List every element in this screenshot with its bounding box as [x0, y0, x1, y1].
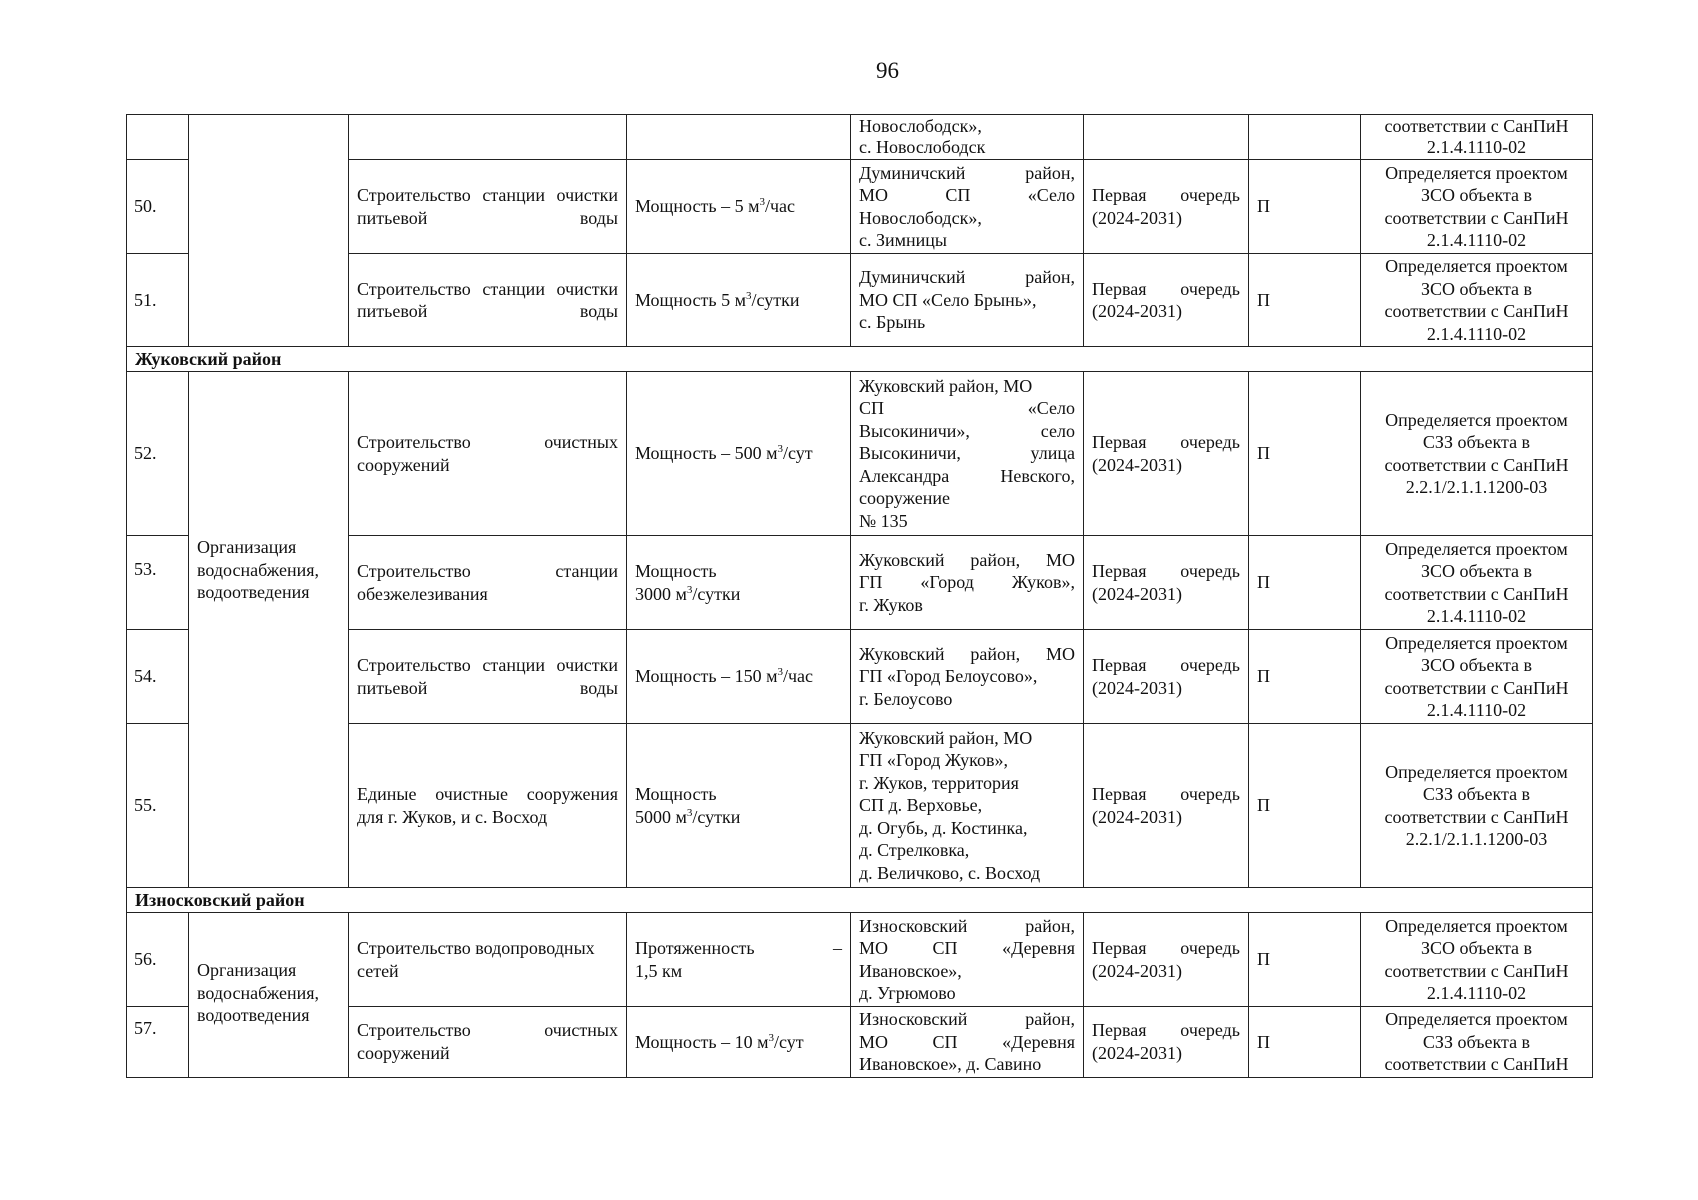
cell-stage: Первая очередь (2024-2031)	[1084, 913, 1249, 1007]
cell-num: 51.	[127, 254, 189, 347]
group-label-line: Организация	[197, 960, 297, 980]
location-line: МО СП «Деревня	[859, 1031, 1075, 1052]
group-label-line: водоснабжения,	[197, 559, 320, 580]
cell-result	[1361, 115, 1593, 160]
result-line: 2.1.4.1110-02	[1426, 230, 1527, 250]
cell-stage: Первая очередь (2024-2031)	[1084, 536, 1249, 630]
location-line: д. Угрюмово	[859, 983, 956, 1003]
cell-location	[851, 536, 1084, 630]
section-title: Износковский район	[127, 888, 1593, 913]
superscript: 3	[745, 289, 752, 302]
param-text: Мощность – 5 м	[635, 196, 760, 217]
location-line: Высокиничи, улица	[859, 443, 1075, 464]
location-line: Ивановское», д. Савино	[859, 1054, 1042, 1074]
cell-location	[851, 913, 1084, 1007]
result-line: ЗСО объекта в	[1420, 655, 1533, 675]
location-line: Жуковский район, МО	[859, 549, 1075, 570]
cell-param	[627, 1007, 851, 1078]
result-line: соответствии с СанПиН	[1384, 116, 1569, 136]
location-line: Ивановское»,	[859, 960, 962, 981]
cell-result	[1361, 160, 1593, 254]
cell-stage	[1084, 115, 1249, 160]
param-unit: /час	[782, 666, 813, 687]
param-text: Мощность 5 м	[635, 289, 746, 310]
location-line: с. Зимницы	[859, 230, 948, 250]
location-line: д. Величково, с. Восход	[859, 862, 1041, 883]
result-line: Определяется проектом	[1385, 409, 1568, 430]
cell-name	[349, 115, 627, 160]
location-line: СП «Село	[859, 398, 1075, 419]
result-line: Определяется проектом	[1385, 761, 1568, 782]
cell-result	[1361, 913, 1593, 1007]
location-line: Александра Невского,	[859, 465, 1075, 486]
section-row	[127, 888, 1593, 913]
location-line: г. Жуков, территория	[859, 772, 1019, 793]
param-value: 3000 м	[635, 583, 687, 604]
section-title: Жуковский район	[127, 347, 1593, 372]
cell-location	[851, 254, 1084, 347]
cell-type: П	[1249, 372, 1361, 536]
result-line: соответствии с СанПиН	[1384, 583, 1569, 604]
location-line: ГП «Город Жуков»,	[859, 572, 1075, 593]
param-unit: /сутки	[751, 289, 800, 310]
cell-param	[627, 724, 851, 888]
location-line: Думиничский район,	[859, 267, 1075, 288]
cell-param	[627, 913, 851, 1007]
result-line: 2.1.4.1110-02	[1426, 700, 1527, 720]
result-line: СЗЗ объекта в	[1422, 1031, 1531, 1052]
cell-num: 57.	[127, 1007, 189, 1078]
cell-num: 52.	[127, 372, 189, 536]
location-line: Жуковский район, МО	[859, 375, 1033, 396]
cell-name: Строительство станции обезжелезивания	[349, 536, 627, 630]
cell-location	[851, 1007, 1084, 1078]
cell-location	[851, 372, 1084, 536]
cell-location	[851, 630, 1084, 724]
result-line: 2.1.4.1110-02	[1426, 323, 1527, 344]
result-line: соответствии с СанПиН	[1384, 1054, 1569, 1074]
param-value: 5000 м	[635, 806, 687, 827]
location-line: д. Огубь, д. Костинка,	[859, 817, 1028, 838]
cell-location	[851, 724, 1084, 888]
location-line: Новослободск»,	[859, 207, 982, 228]
table-row	[127, 372, 1593, 536]
cell-param	[627, 115, 851, 160]
result-line: соответствии с СанПиН	[1384, 207, 1569, 228]
location-line: Износковский район,	[859, 1009, 1075, 1029]
param-value: 1,5 км	[635, 960, 683, 981]
param-text: Протяженность –	[635, 938, 842, 958]
location-line: МО СП «Село	[859, 185, 1075, 205]
table-row-continuation	[127, 115, 1593, 160]
cell-name: Строительство очистных сооружений	[349, 372, 627, 536]
cell-num: 53.	[127, 536, 189, 630]
location-line: ГП «Город Жуков»,	[859, 750, 1008, 771]
cell-result	[1361, 254, 1593, 347]
location-line: МО СП «Деревня	[859, 938, 1075, 958]
location-line: д. Стрелковка,	[859, 840, 970, 861]
cell-param	[627, 160, 851, 254]
location-line: Думиничский район,	[859, 162, 1075, 183]
location-line: сооружение	[859, 488, 950, 509]
result-line: соответствии с СанПиН	[1384, 806, 1569, 827]
table-row	[127, 913, 1593, 1007]
param-text: Мощность	[635, 784, 717, 804]
superscript: 3	[777, 443, 783, 456]
result-line: 2.1.4.1110-02	[1426, 983, 1527, 1003]
param-text: Мощность – 10 м	[635, 1031, 769, 1052]
cell-result	[1361, 724, 1593, 888]
param-unit: /сут	[782, 443, 813, 464]
location-line: с. Брынь	[859, 312, 926, 333]
result-line: 2.1.4.1110-02	[1426, 606, 1527, 626]
param-unit: /сутки	[692, 806, 741, 827]
superscript: 3	[686, 806, 693, 819]
superscript: 3	[686, 583, 693, 596]
group-label-line: водоотведения	[197, 582, 310, 603]
cell-num: 50.	[127, 160, 189, 254]
cell-name: Строительство станции очистки питьевой воды	[349, 160, 627, 254]
cell-name: Строительство водопроводных сетей	[349, 913, 627, 1007]
group-label-line: Организация	[197, 537, 297, 558]
param-text: Мощность – 150 м	[635, 666, 778, 687]
result-line: ЗСО объекта в	[1420, 278, 1533, 299]
location-line: Высокиничи», село	[859, 420, 1075, 441]
cell-type	[1249, 115, 1361, 160]
group-label-line: водоотведения	[197, 1005, 310, 1025]
location-line: ГП «Город Белоусово»,	[859, 666, 1038, 687]
section-row	[127, 347, 1593, 372]
result-line: 2.2.1/2.1.1.1200-03	[1405, 829, 1548, 849]
result-line: ЗСО объекта в	[1420, 938, 1533, 958]
result-line: ЗСО объекта в	[1420, 185, 1533, 205]
result-line: 2.1.4.1110-02	[1426, 137, 1527, 157]
location-line: МО СП «Село Брынь»,	[859, 289, 1037, 310]
result-line: Определяется проектом	[1385, 538, 1568, 559]
result-line: ЗСО объекта в	[1420, 561, 1533, 581]
cell-type: П	[1249, 724, 1361, 888]
result-line: СЗЗ объекта в	[1422, 432, 1531, 452]
param-unit: /час	[764, 196, 795, 217]
result-line: Определяется проектом	[1385, 915, 1568, 936]
cell-name: Строительство станции очистки питьевой воды	[349, 630, 627, 724]
cell-location	[851, 160, 1084, 254]
cell-result	[1361, 372, 1593, 536]
cell-name: Строительство очистных сооружений	[349, 1007, 627, 1078]
result-line: соответствии с СанПиН	[1384, 677, 1569, 698]
cell-stage: Первая очередь (2024-2031)	[1084, 1007, 1249, 1078]
cell-param	[627, 630, 851, 724]
location-line: Жуковский район, МО	[859, 727, 1033, 748]
superscript: 3	[768, 1031, 774, 1044]
result-line: соответствии с СанПиН	[1384, 454, 1569, 475]
location-line: № 135	[859, 510, 908, 531]
result-line: Определяется проектом	[1385, 162, 1568, 183]
param-unit: /сутки	[692, 583, 741, 604]
cell-type: П	[1249, 160, 1361, 254]
cell-num	[127, 115, 189, 160]
cell-stage: Первая очередь (2024-2031)	[1084, 724, 1249, 888]
location-line: Жуковский район, МО	[859, 643, 1075, 664]
result-line: СЗЗ объекта в	[1422, 784, 1531, 804]
param-text: Мощность	[635, 561, 717, 581]
superscript: 3	[759, 196, 765, 209]
cell-type: П	[1249, 913, 1361, 1007]
cell-result	[1361, 1007, 1593, 1078]
param-text: Мощность – 500 м	[635, 443, 778, 464]
cell-param	[627, 254, 851, 347]
cell-stage: Первая очередь (2024-2031)	[1084, 160, 1249, 254]
location-line: с. Новослободск	[859, 137, 986, 157]
cell-stage: Первая очередь (2024-2031)	[1084, 254, 1249, 347]
cell-result	[1361, 536, 1593, 630]
cell-type: П	[1249, 536, 1361, 630]
cell-group	[189, 913, 349, 1078]
result-line: соответствии с СанПиН	[1384, 960, 1569, 981]
cell-param	[627, 536, 851, 630]
result-line: 2.2.1/2.1.1.1200-03	[1405, 477, 1548, 497]
cell-name: Единые очистные сооружения для г. Жуков, и с. Восход	[349, 724, 627, 888]
cell-num: 54.	[127, 630, 189, 724]
cell-param	[627, 372, 851, 536]
cell-name: Строительство станции очистки питьевой воды	[349, 254, 627, 347]
cell-type: П	[1249, 630, 1361, 724]
cell-location	[851, 115, 1084, 160]
superscript: 3	[777, 666, 783, 679]
location-line: Износковский район,	[859, 915, 1075, 936]
cell-type: П	[1249, 1007, 1361, 1078]
objects-table	[126, 114, 1593, 1078]
result-line: Определяется проектом	[1385, 256, 1568, 276]
cell-stage: Первая очередь (2024-2031)	[1084, 630, 1249, 724]
result-line: Определяется проектом	[1385, 632, 1568, 653]
location-line: СП д. Верховье,	[859, 795, 983, 816]
page-number: 96	[876, 58, 899, 83]
group-label-line: водоснабжения,	[197, 982, 320, 1003]
cell-type: П	[1249, 254, 1361, 347]
param-unit: /сут	[773, 1031, 804, 1052]
cell-result	[1361, 630, 1593, 724]
cell-stage: Первая очередь (2024-2031)	[1084, 372, 1249, 536]
cell-group	[189, 115, 349, 347]
cell-group	[189, 372, 349, 888]
result-line: соответствии с СанПиН	[1384, 301, 1569, 321]
result-line: Определяется проектом	[1385, 1009, 1568, 1029]
location-line: г. Жуков	[859, 594, 923, 615]
location-line: г. Белоусово	[859, 688, 953, 709]
cell-num: 56.	[127, 913, 189, 1007]
location-line: Новослободск»,	[859, 116, 982, 136]
cell-num: 55.	[127, 724, 189, 888]
